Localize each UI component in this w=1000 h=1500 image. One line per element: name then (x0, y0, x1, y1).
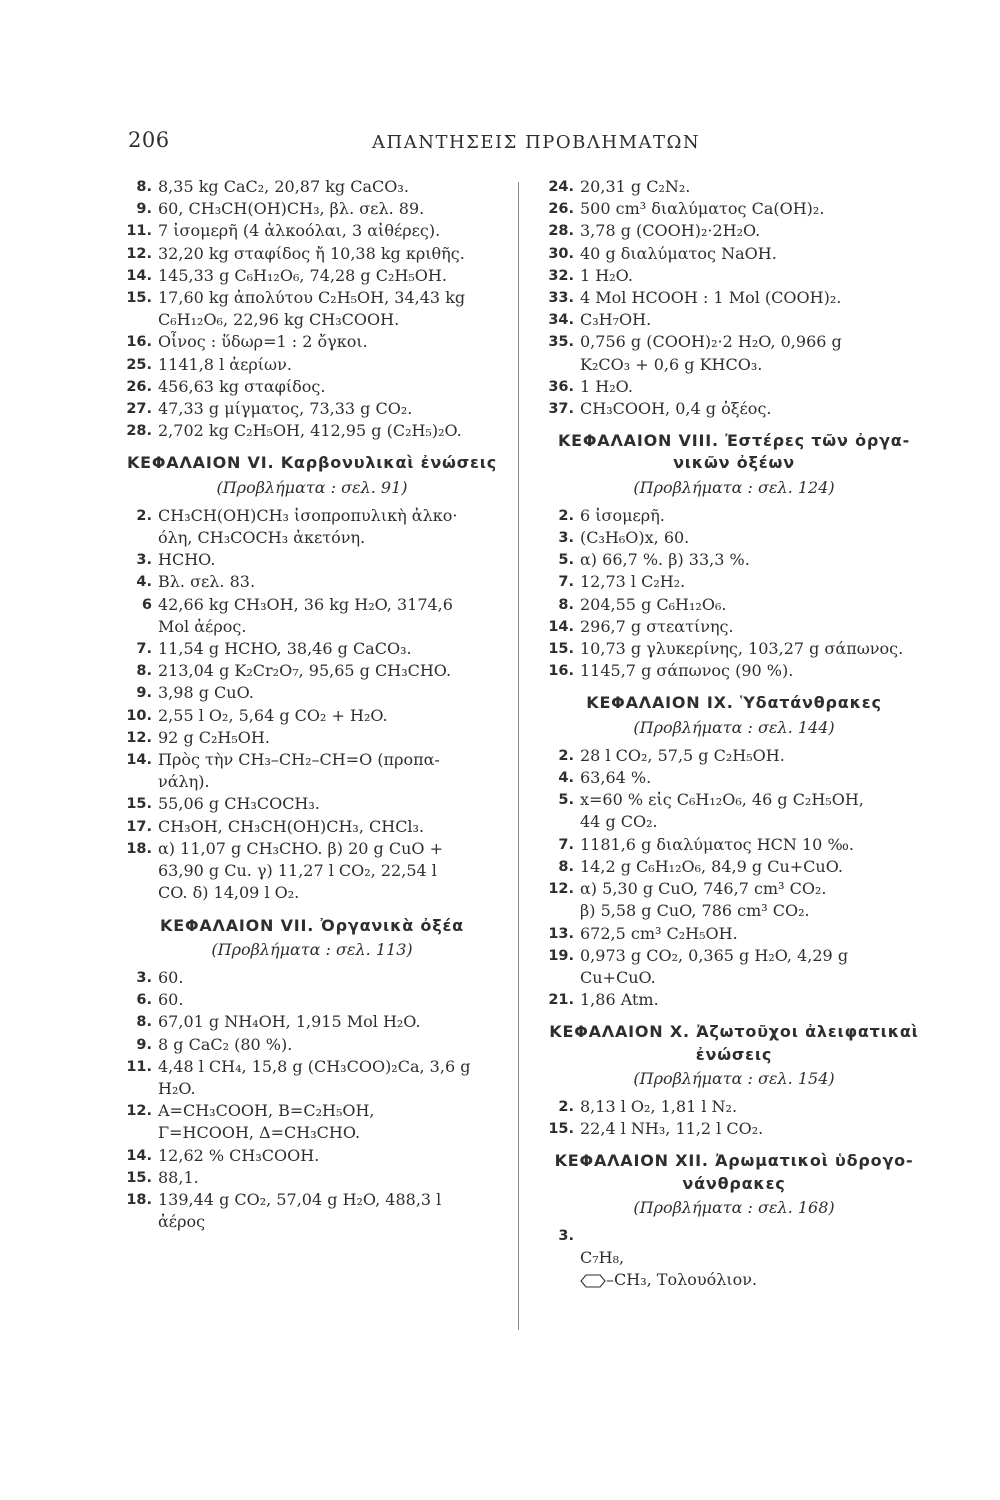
answer-text: α) 5,30 g CuO, 746,7 cm³ CO₂. β) 5,58 g CuO, 786 cm³ CO₂. (580, 879, 827, 921)
answer-number: 12. (126, 1103, 152, 1120)
answer-number: 16. (126, 334, 152, 351)
answer-item (116, 198, 508, 220)
answer-text: 6 ἰσομερῆ. (580, 505, 665, 525)
answer-text: 139,44 g CO₂, 57,04 g H₂O, 488,3 l ἀέρος (158, 1189, 442, 1232)
answer-item (116, 1056, 508, 1100)
chapter-title: ΚΕΦΑΛΑΙΟΝ IX. Ὑδατάνθρακες (586, 693, 882, 713)
answer-number: 5. (558, 792, 574, 809)
page-number: 206 (128, 128, 170, 152)
chapter-vii-heading (116, 915, 508, 961)
answer-number: 14. (548, 618, 574, 635)
answer-text: 8,13 l O₂, 1,81 l N₂. (580, 1096, 738, 1116)
answer-item (116, 549, 508, 571)
answer-item (116, 594, 508, 638)
answer-text: 1145,7 g σάπωνος (90 %). (580, 661, 794, 681)
answer-text: 456,63 kg σταφίδος. (158, 376, 326, 396)
answer-item (538, 398, 930, 420)
answer-text: 28 l CO₂, 57,5 g C₂H₅OH. (580, 745, 785, 765)
answer-text (576, 1225, 930, 1292)
answer-text: 2,702 kg C₂H₅OH, 412,95 g (C₂H₅)₂O. (158, 421, 462, 441)
answer-text: Πρὸς τὴν CH₃–CH₂–CH=O (προπα- νάλη). (158, 750, 440, 792)
answer-item (538, 878, 930, 922)
answer-number: 12. (126, 245, 152, 262)
answer-item (538, 243, 930, 265)
answer-number: 28. (126, 423, 152, 440)
answer-item (538, 923, 930, 945)
answer-number: 30. (548, 245, 574, 262)
answer-number: 9. (136, 201, 152, 218)
answer-number: 14. (126, 752, 152, 769)
answer-text: 500 cm³ διαλύματος Ca(OH)₂. (580, 199, 825, 219)
chapter-vi-heading (116, 452, 508, 498)
answer-item (538, 945, 930, 989)
answer-text: x=60 % εἰς C₆H₁₂O₆, 46 g C₂H₅OH, 44 g CO₂. (580, 790, 864, 832)
answer-number: 6 (141, 596, 152, 613)
answer-item (116, 1034, 508, 1056)
answer-text: 40 g διαλύματος NaOH. (580, 243, 777, 263)
answer-text: α) 66,7 %. β) 33,3 %. (580, 550, 750, 570)
chapter-reference: (Προβλήματα : σελ. 154) (633, 1068, 835, 1088)
answer-number: 8. (558, 596, 574, 613)
answer-number: 4. (136, 574, 152, 591)
answer-item (116, 838, 508, 905)
chapter-reference: (Προβλήματα : σελ. 91) (216, 477, 408, 497)
benzene-ring-icon (580, 1274, 606, 1288)
chapter-xii-heading (538, 1150, 930, 1219)
answer-number: 18. (126, 1191, 152, 1208)
chapter-title: ΚΕΦΑΛΑΙΟΝ X. Ἀζωτοῦχοι ἀλειφατικαὶ ἐνώσεις (549, 1022, 919, 1064)
answer-text: 20,31 g C₂N₂. (580, 177, 691, 196)
answer-text: 42,66 kg CH₃OH, 36 kg H₂O, 3174,6 Mol ἀέρος. (158, 594, 453, 636)
answer-item (538, 1225, 930, 1292)
answer-item (116, 1100, 508, 1144)
answer-number: 2. (558, 507, 574, 524)
answer-item (538, 594, 930, 616)
answer-number: 11. (126, 1058, 152, 1075)
answer-item (538, 287, 930, 309)
answer-list (116, 176, 508, 442)
answer-number: 9. (136, 685, 152, 702)
answer-item (538, 220, 930, 242)
answer-item (116, 571, 508, 593)
answer-number: 9. (136, 1036, 152, 1053)
answer-number: 2. (136, 507, 152, 524)
running-head: ΑΠΑΝΤΗΣΕΙΣ ΠΡΟΒΛΗΜΑΤΩΝ (372, 132, 701, 153)
answer-text: 4 Mol HCOOH : 1 Mol (COOH)₂. (580, 288, 842, 308)
answer-number: 14. (126, 1147, 152, 1164)
answer-item (538, 265, 930, 287)
answer-number: 21. (548, 992, 574, 1009)
answer-number: 18. (126, 840, 152, 857)
answer-text: C₃H₇OH. (580, 310, 652, 330)
answer-text: 47,33 g μίγματος, 73,33 g CO₂. (158, 399, 413, 419)
answer-number: 25. (126, 356, 152, 373)
answer-text: (C₃H₆O)x, 60. (580, 528, 690, 548)
answer-number: 12. (548, 881, 574, 898)
answer-number: 7. (558, 836, 574, 853)
answer-number: 3. (558, 530, 574, 547)
answer-text: 67,01 g NH₄OH, 1,915 Mol H₂O. (158, 1012, 421, 1032)
answer-text: 12,62 % CH₃COOH. (158, 1145, 320, 1165)
chapter-reference: (Προβλήματα : σελ. 168) (633, 1197, 835, 1217)
answer-item (116, 1167, 508, 1189)
answer-number: 27. (126, 401, 152, 418)
answer-item (538, 549, 930, 571)
answer-text: CH₃COOH, 0,4 g ὀξέος. (580, 399, 772, 419)
answer-text: CH₃OH, CH₃CH(OH)CH₃, CHCl₃. (158, 816, 425, 836)
answer-list (116, 505, 508, 905)
chapter-title: ΚΕΦΑΛΑΙΟΝ XII. Ἀρωματικοὶ ὑδρογο- νάνθρακες (554, 1151, 914, 1193)
answer-number: 3. (136, 969, 152, 986)
answer-number: 15. (126, 796, 152, 813)
answer-number: 7. (558, 574, 574, 591)
answer-text: 14,2 g C₆H₁₂O₆, 84,9 g Cu+CuO. (580, 856, 843, 876)
answer-text: 213,04 g K₂Cr₂O₇, 95,65 g CH₃CHO. (158, 661, 452, 681)
answer-number: 3. (558, 1227, 574, 1244)
answer-number: 37. (548, 401, 574, 418)
answer-item (116, 354, 508, 376)
answer-item (116, 331, 508, 353)
chapter-title: ΚΕΦΑΛΑΙΟΝ VI. Καρβονυλικαὶ ἐνώσεις (126, 453, 498, 473)
chapter-ix-heading (538, 692, 930, 738)
answer-number: 19. (548, 947, 574, 964)
answer-list (116, 967, 508, 1233)
chapter-x-heading (538, 1021, 930, 1090)
chapter-reference: (Προβλήματα : σελ. 144) (633, 717, 835, 737)
answer-item (116, 727, 508, 749)
answer-number: 11. (126, 223, 152, 240)
answer-list (538, 745, 930, 1011)
answer-text: 1 H₂O. (580, 265, 633, 285)
answer-item (116, 398, 508, 420)
answer-text: CH₃CH(OH)CH₃ ἰσοπροπυλικὴ ἀλκο· όλη, CH₃COCH₃ ἀκετόνη. (158, 505, 458, 548)
answer-number: 16. (548, 663, 574, 680)
answer-number: 7. (136, 641, 152, 658)
formula-text: –CH₃, Τολουόλιον. (606, 1270, 758, 1290)
answer-number: 14. (126, 267, 152, 284)
answer-text: HCHO. (158, 550, 216, 570)
answer-text: 32,20 kg σταφίδος ἤ 10,38 kg κριθῆς. (158, 243, 465, 263)
answer-number: 6. (136, 992, 152, 1009)
answer-number: 8. (136, 663, 152, 680)
chapter-title: ΚΕΦΑΛΑΙΟΝ VII. Ὀργανικὰ ὀξέα (160, 915, 464, 935)
answer-item (116, 176, 508, 198)
answer-text: A=CH₃COOH, B=C₂H₅OH, Γ=HCOOH, Δ=CH₃CHO. (158, 1101, 375, 1143)
answer-text: 3,98 g CuO. (158, 683, 254, 703)
answer-item (538, 505, 930, 527)
answer-number: 15. (126, 1169, 152, 1186)
answer-text: 0,756 g (COOH)₂·2 H₂O, 0,966 g K₂CO₃ + 0,6 g KHCO₃. (580, 332, 842, 374)
answer-text: 7 ἰσομερῆ (4 ἀλκοόλαι, 3 αἰθέρες). (158, 221, 441, 241)
answer-text: 204,55 g C₆H₁₂O₆. (580, 594, 727, 614)
answer-text: 17,60 kg ἀπολύτου C₂H₅OH, 34,43 kg C₆H₁₂O₆, 22,96 kg CH₃COOH. (158, 288, 466, 330)
answer-text: 10,73 g γλυκερίνης, 103,27 g σάπωνος. (580, 639, 904, 659)
answer-item (538, 767, 930, 789)
answer-item (538, 376, 930, 398)
answer-number: 15. (548, 1121, 574, 1138)
answer-number: 13. (548, 925, 574, 942)
answer-item (116, 265, 508, 287)
answer-item (538, 660, 930, 682)
chapter-reference: (Προβλήματα : σελ. 113) (211, 939, 413, 959)
answer-text: 1181,6 g διαλύματος HCN 10 ‰. (580, 834, 854, 854)
answer-list (538, 176, 930, 420)
answer-item (538, 616, 930, 638)
answer-number: 35. (548, 334, 574, 351)
right-column (538, 176, 930, 1292)
answer-item (116, 376, 508, 398)
formula-text: C₇H₈, (580, 1248, 625, 1268)
answer-text: 63,64 %. (580, 768, 652, 788)
answer-text: 1,86 Atm. (580, 990, 659, 1010)
answer-item (116, 660, 508, 682)
answer-item (538, 571, 930, 593)
answer-item (538, 1096, 930, 1118)
answer-text: 672,5 cm³ C₂H₅OH. (580, 923, 738, 943)
answer-number: 10. (126, 707, 152, 724)
answer-text: 2,55 l O₂, 5,64 g CO₂ + H₂O. (158, 705, 388, 725)
answer-text: α) 11,07 g CH₃CHO. β) 20 g CuO + 63,90 g Cu. γ) 11,27 l CO₂, 22,54 l CO. δ) 14,09 l O₂. (158, 838, 444, 903)
answer-number: 8. (558, 858, 574, 875)
answer-text: Οἶνος : ὕδωρ=1 : 2 ὄγκοι. (158, 332, 368, 352)
answer-item (538, 745, 930, 767)
answer-text: 55,06 g CH₃COCH₃. (158, 794, 320, 814)
chapter-viii-heading (538, 430, 930, 499)
answer-item (116, 989, 508, 1011)
answer-text: 3,78 g (COOH)₂·2H₂O. (580, 221, 761, 241)
answer-item (538, 309, 930, 331)
answer-number: 15. (126, 290, 152, 307)
answer-item (116, 1145, 508, 1167)
chapter-reference: (Προβλήματα : σελ. 124) (633, 477, 835, 497)
answer-number: 15. (548, 641, 574, 658)
answer-item (116, 243, 508, 265)
answer-text: 1 H₂O. (580, 376, 633, 396)
answer-text: 92 g C₂H₅OH. (158, 727, 270, 747)
answer-item (538, 176, 930, 198)
answer-item (116, 793, 508, 815)
answer-text: 12,73 l C₂H₂. (580, 572, 686, 592)
answer-text: 60. (158, 990, 184, 1010)
answer-item (116, 287, 508, 331)
answer-list (538, 1096, 930, 1140)
answer-item (116, 1189, 508, 1233)
answer-number: 34. (548, 312, 574, 329)
answer-item (538, 527, 930, 549)
answer-text: 145,33 g C₆H₁₂O₆, 74,28 g C₂H₅OH. (158, 265, 447, 285)
answer-item (116, 638, 508, 660)
left-column (116, 176, 508, 1233)
answer-item (116, 420, 508, 442)
answer-item (116, 505, 508, 549)
column-divider (518, 182, 519, 1330)
answer-number: 2. (558, 1098, 574, 1115)
answer-number: 26. (548, 201, 574, 218)
answer-item (116, 816, 508, 838)
answer-item (116, 682, 508, 704)
answer-item (116, 705, 508, 727)
answer-text: 8,35 kg CaC₂, 20,87 kg CaCO₃. (158, 177, 409, 196)
answer-text: 0,973 g CO₂, 0,365 g H₂O, 4,29 g Cu+CuO. (580, 945, 849, 987)
answer-item (538, 989, 930, 1011)
answer-number: 8. (136, 179, 152, 195)
answer-text: 22,4 l NH₃, 11,2 l CO₂. (580, 1119, 764, 1139)
answer-item (116, 1011, 508, 1033)
answer-text: 60, CH₃CH(OH)CH₃, βλ. σελ. 89. (158, 199, 425, 219)
answer-item (116, 220, 508, 242)
answer-item (116, 967, 508, 989)
answer-text: 88,1. (158, 1167, 199, 1187)
answer-item (538, 638, 930, 660)
answer-item (538, 834, 930, 856)
answer-number: 5. (558, 552, 574, 569)
answer-item (538, 1118, 930, 1140)
answer-text: 11,54 g HCHO, 38,46 g CaCO₃. (158, 639, 412, 659)
answer-text: 60. (158, 967, 184, 987)
answer-number: 24. (548, 179, 574, 195)
answer-text: 1141,8 l ἀερίων. (158, 354, 292, 374)
answer-number: 4. (558, 770, 574, 787)
answer-number: 28. (548, 223, 574, 240)
answer-item (538, 789, 930, 833)
answer-number: 32. (548, 267, 574, 284)
answer-number: 3. (136, 552, 152, 569)
answer-item (538, 856, 930, 878)
answer-item (538, 331, 930, 375)
answer-text: 8 g CaC₂ (80 %). (158, 1034, 293, 1054)
answer-text: 4,48 l CH₄, 15,8 g (CH₃COO)₂Ca, 3,6 g H₂O. (158, 1056, 471, 1098)
answer-number: 17. (126, 818, 152, 835)
answer-item (116, 749, 508, 793)
answer-list (538, 505, 930, 683)
answer-text: Βλ. σελ. 83. (158, 572, 256, 592)
answer-number: 8. (136, 1014, 152, 1031)
answer-number: 36. (548, 378, 574, 395)
answer-number: 26. (126, 378, 152, 395)
chapter-title: ΚΕΦΑΛΑΙΟΝ VIII. Ἐστέρες τῶν ὀργα- νικῶν ὀξέων (557, 431, 911, 473)
answer-number: 12. (126, 729, 152, 746)
answer-text: 296,7 g στεατίνης. (580, 616, 734, 636)
answer-item (538, 198, 930, 220)
answer-number: 33. (548, 290, 574, 307)
answer-number: 2. (558, 747, 574, 764)
